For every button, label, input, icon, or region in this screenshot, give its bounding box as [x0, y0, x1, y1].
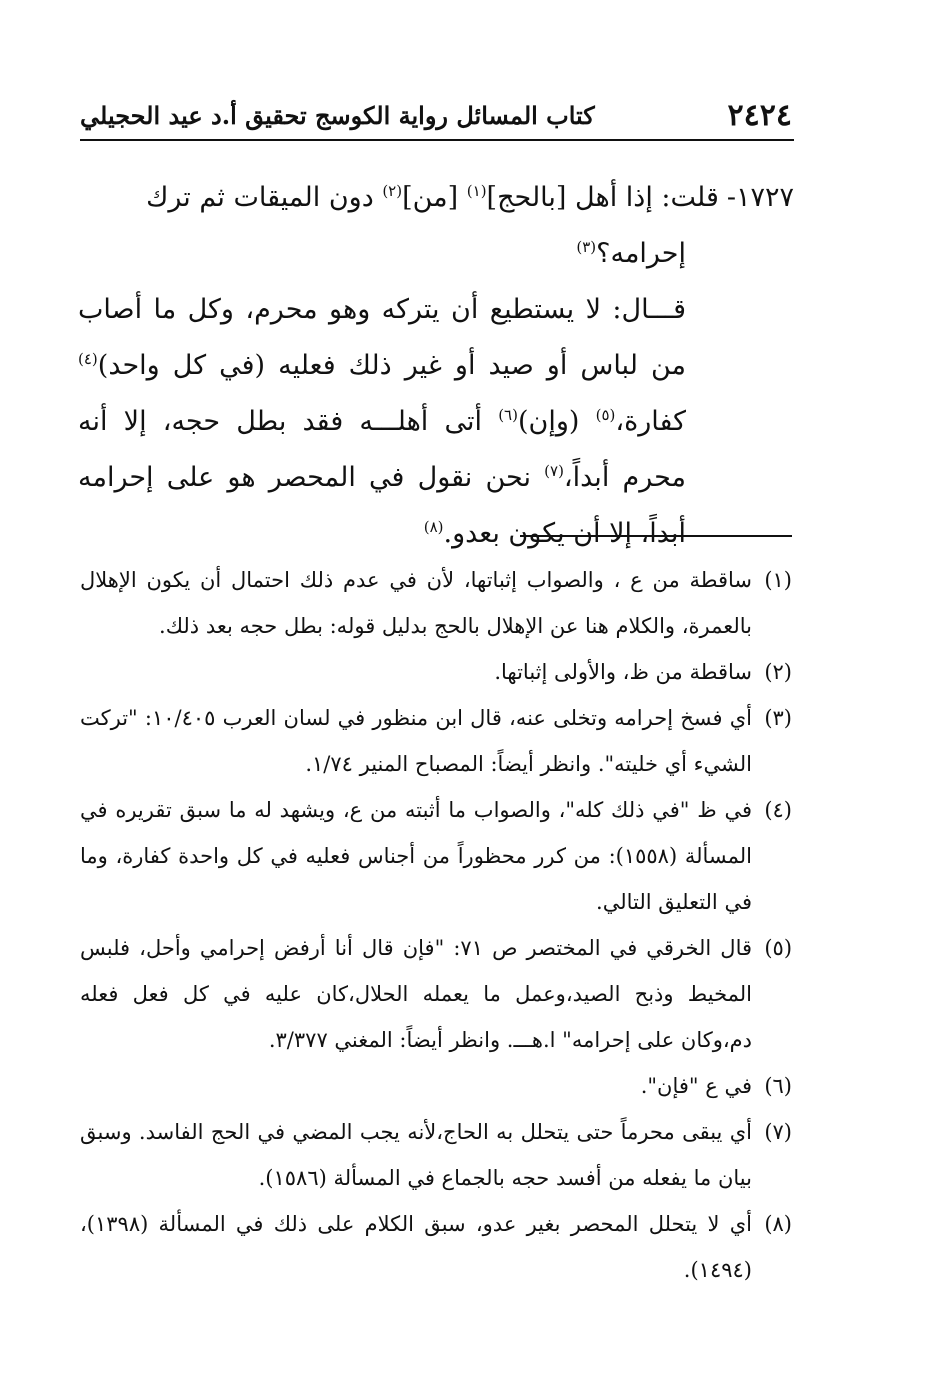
footnote-ref-5[interactable]: (٥): [595, 406, 616, 424]
footnote: [80, 1063, 792, 1109]
question-continuation: [78, 226, 794, 282]
footnote-number: (٨): [764, 1212, 792, 1236]
footnote-number: (٧): [764, 1120, 792, 1144]
footnote-ref-8[interactable]: (٨): [423, 518, 444, 536]
main-text: [78, 170, 794, 562]
footnote-number: (٣): [764, 706, 792, 730]
footnote-text: أي يبقى محرماً حتى يتحلل به الحاج،لأنه يجب المضي في الحج الفاسد. وسبق بيان ما يفعله من أفسد حجه بالجماع في المسألة (١٥٨٦).: [80, 1120, 752, 1190]
footnote: [80, 557, 792, 649]
footnote-number: (١): [764, 568, 792, 592]
footnotes: [80, 557, 792, 1293]
header-rule: [80, 139, 794, 141]
question-text: دون الميقات ثم ترك: [146, 182, 383, 213]
question-text: إحرامه؟: [596, 238, 686, 269]
footnote-separator: [520, 535, 792, 537]
answer-text: نحن نقول في المحصر هو على إحرامه أبداً، إلا أن يكون بعدو.: [78, 462, 686, 549]
answer-text: قـــال: لا يستطيع أن يتركه وهو محرم، وكل ما أصاب من لباس أو صيد أو غير ذلك فعليه (في كل واحد): [78, 294, 686, 381]
question-text: قلت: إذا أهل [بالحج]: [486, 182, 719, 213]
footnote: [80, 1109, 792, 1201]
footnote-ref-7[interactable]: (٧): [544, 462, 564, 480]
footnote-ref-3[interactable]: (٣): [576, 238, 597, 256]
page-number: ٢٤٢٤: [727, 97, 792, 133]
footnote-ref-6[interactable]: (٦): [498, 406, 518, 424]
footnote-number: (٦): [764, 1074, 792, 1098]
question-text: [من]: [402, 182, 467, 213]
footnote-text: قال الخرقي في المختصر ص ٧١: "فإن قال أنا أرفض إحرامي وأحل، فلبس المخيط وذبح الصيد،وعمل ما يعمله الحلال،كان عليه في كل فعل فعله دم،وكان على إحرامه" ا.هـــ. وانظر أيضاً: المغني ٣/٣٧٧.: [80, 936, 753, 1052]
answer-text: (وإن): [517, 406, 596, 437]
footnote-number: (٤): [764, 798, 792, 822]
answer-paragraph: [78, 282, 794, 562]
footnote-text: ساقطة من ع ، والصواب إثباتها، لأن في عدم ذلك احتمال أن يكون الإهلال بالعمرة، والكلام هنا عن الإهلال بالحج بدليل قوله: بطل حجه بعد ذلك.: [80, 568, 752, 638]
footnote: [80, 925, 792, 1063]
answer-text: كفارة،: [615, 406, 687, 437]
footnote-number: (٢): [764, 660, 792, 684]
page-header: [80, 95, 792, 135]
footnote-ref-2[interactable]: (٢): [382, 182, 403, 200]
question-paragraph: [78, 170, 794, 282]
footnote-ref-1[interactable]: (١): [466, 182, 487, 200]
footnote: [80, 787, 792, 925]
footnote-text: في ع "فإن".: [640, 1074, 752, 1098]
footnote: [80, 695, 792, 787]
footnote-text: أي فسخ إحرامه وتخلى عنه، قال ابن منظور في لسان العرب ١٠/٤٠٥: "تركت الشيء أي خليته". وانظر أيضاً: المصباح المنير ١/٧٤.: [80, 706, 752, 776]
answer-text: أتى أهلـــه فقد بطل حجه، إلا أنه محرم أبداً،: [78, 406, 686, 493]
footnote: [80, 649, 792, 695]
footnote-number: (٥): [764, 936, 793, 960]
running-title: كتاب المسائل رواية الكوسج تحقيق أ.د عيد الحجيلي: [80, 100, 595, 130]
footnote-text: ساقطة من ظ، والأولى إثباتها.: [494, 660, 752, 684]
footnote-ref-4[interactable]: (٤): [78, 350, 98, 368]
footnote-text: في ظ "في ذلك كله"، والصواب ما أثبته من ع، ويشهد له ما سبق تقريره في المسألة (١٥٥٨): من كرر محظوراً من أجناس فعليه في كل واحدة كفارة، وما في التعليق التالي.: [80, 798, 753, 914]
issue-number: ١٧٢٧-: [726, 182, 794, 213]
footnote-text: أي لا يتحلل المحصر بغير عدو، سبق الكلام على ذلك في المسألة (١٣٩٨)، (١٤٩٤).: [80, 1212, 752, 1282]
footnote: [80, 1201, 792, 1293]
